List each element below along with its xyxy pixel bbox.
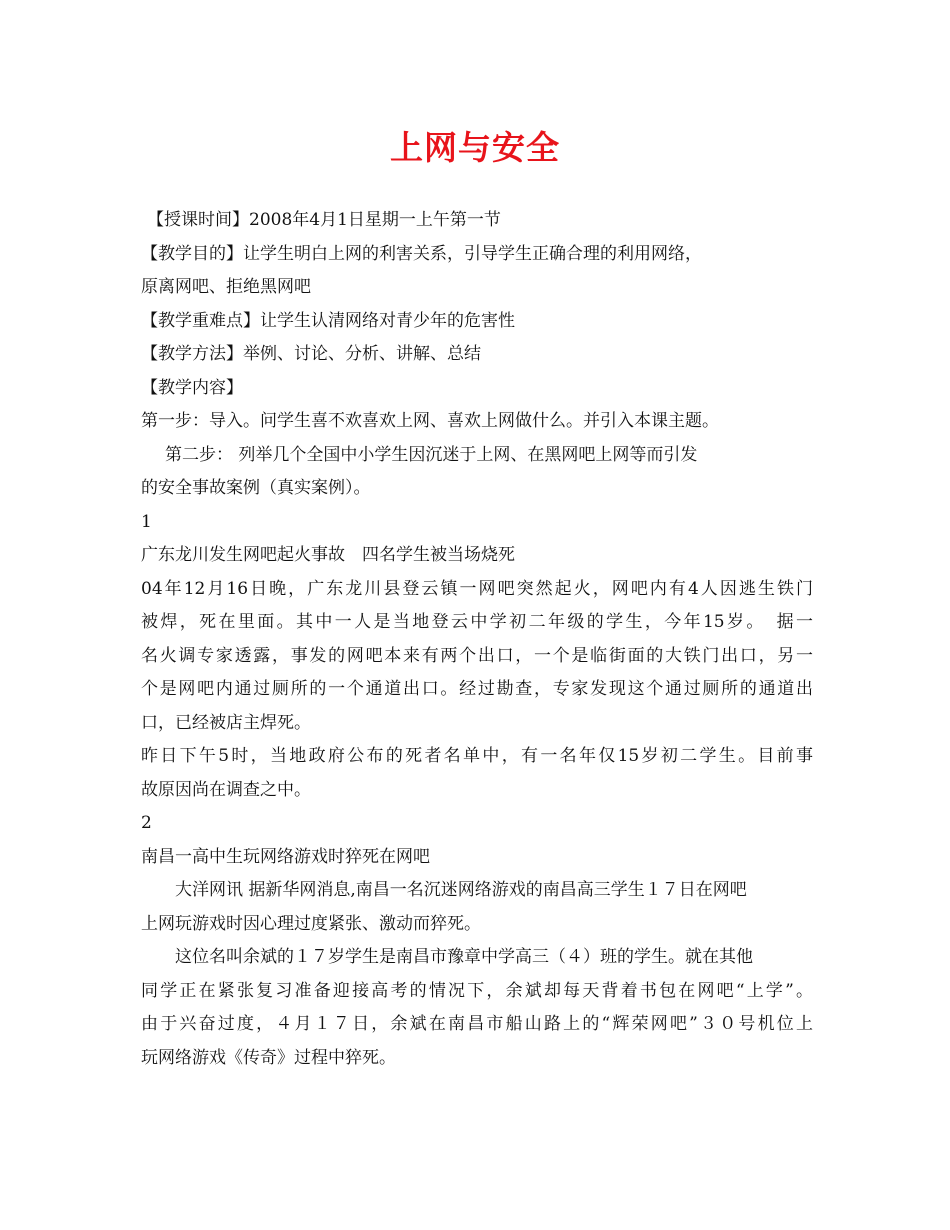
case-number-2: 2 [141, 813, 152, 833]
case-number-1: 1 [141, 511, 152, 532]
case-2-paragraph-line: 同学正在紧张复习准备迎接高考的情况下，余斌却每天背着书包在网吧“上学”。 [141, 980, 813, 1001]
case-1-paragraph-line: 被焊，死在里面。其中一人是当地登云中学初二年级的学生，今年15岁。 据一 [141, 612, 813, 632]
teaching-goal-line: 【教学目的】让学生明白上网的利害关系，引导学生正确合理的利用网络， [141, 243, 702, 264]
case-2-heading: 南昌一高中生玩网络游戏时猝死在网吧 [141, 846, 430, 867]
document-body [141, 204, 813, 1075]
case-1-paragraph-line: 个是网吧内通过厕所的一个通道出口。经过勘查，专家发现这个通过厕所的通道出 [141, 679, 813, 699]
case-2-paragraph-line: 由于兴奋过度，４月１７日，余斌在南昌市船山路上的“辉荣网吧”３０号机位上 [141, 1014, 813, 1034]
case-2-paragraph-line: 大洋网讯 据新华网消息,南昌一名沉迷网络游戏的南昌高三学生１７日在网吧 [175, 880, 747, 900]
case-2-paragraph-line: 这位名叫余斌的１７岁学生是南昌市豫章中学高三（４）班的学生。就在其他 [175, 947, 753, 967]
teaching-content-heading: 【教学内容】 [141, 377, 243, 398]
step-two-continued: 的安全事故案例（真实案例）。 [141, 478, 371, 498]
case-1-paragraph-line: 04年12月16日晚，广东龙川县登云镇一网吧突然起火，网吧内有4人因逃生铁门 [141, 578, 813, 599]
case-2-paragraph-line: 玩网络游戏《传奇》过程中猝死。 [141, 1047, 396, 1068]
step-one-line: 第一步：导入。问学生喜不欢喜欢上网、喜欢上网做什么。并引入本课主题。 [141, 411, 719, 431]
case-1-report-line: 昨日下午5时，当地政府公布的死者名单中，有一名年仅15岁初二学生。目前事 [141, 746, 813, 766]
case-1-paragraph-line: 口，已经被店主焊死。 [141, 712, 311, 733]
teaching-goal-continued: 原离网吧、拒绝黑网吧 [141, 277, 311, 297]
case-1-report-line: 故原因尚在调查之中。 [141, 779, 311, 800]
key-difficulty-line: 【教学重难点】让学生认清网络对青少年的危害性 [141, 310, 515, 331]
class-time-line: 【授课时间】2008年4月1日星期一上午第一节 [147, 210, 501, 230]
teaching-method-line: 【教学方法】举例、讨论、分析、讲解、总结 [141, 344, 481, 364]
case-1-heading: 广东龙川发生网吧起火事故 四名学生被当场烧死 [141, 545, 515, 565]
case-2-paragraph-line: 上网玩游戏时因心理过度紧张、激动而猝死。 [141, 913, 481, 934]
case-1-paragraph-line: 名火调专家透露，事发的网吧本来有两个出口，一个是临街面的大铁门出口，另一 [141, 645, 813, 666]
document-title: 上网与安全 [390, 128, 560, 167]
step-two-line: 第二步： 列举几个全国中小学生因沉迷于上网、在黑网吧上网等而引发 [165, 444, 698, 465]
